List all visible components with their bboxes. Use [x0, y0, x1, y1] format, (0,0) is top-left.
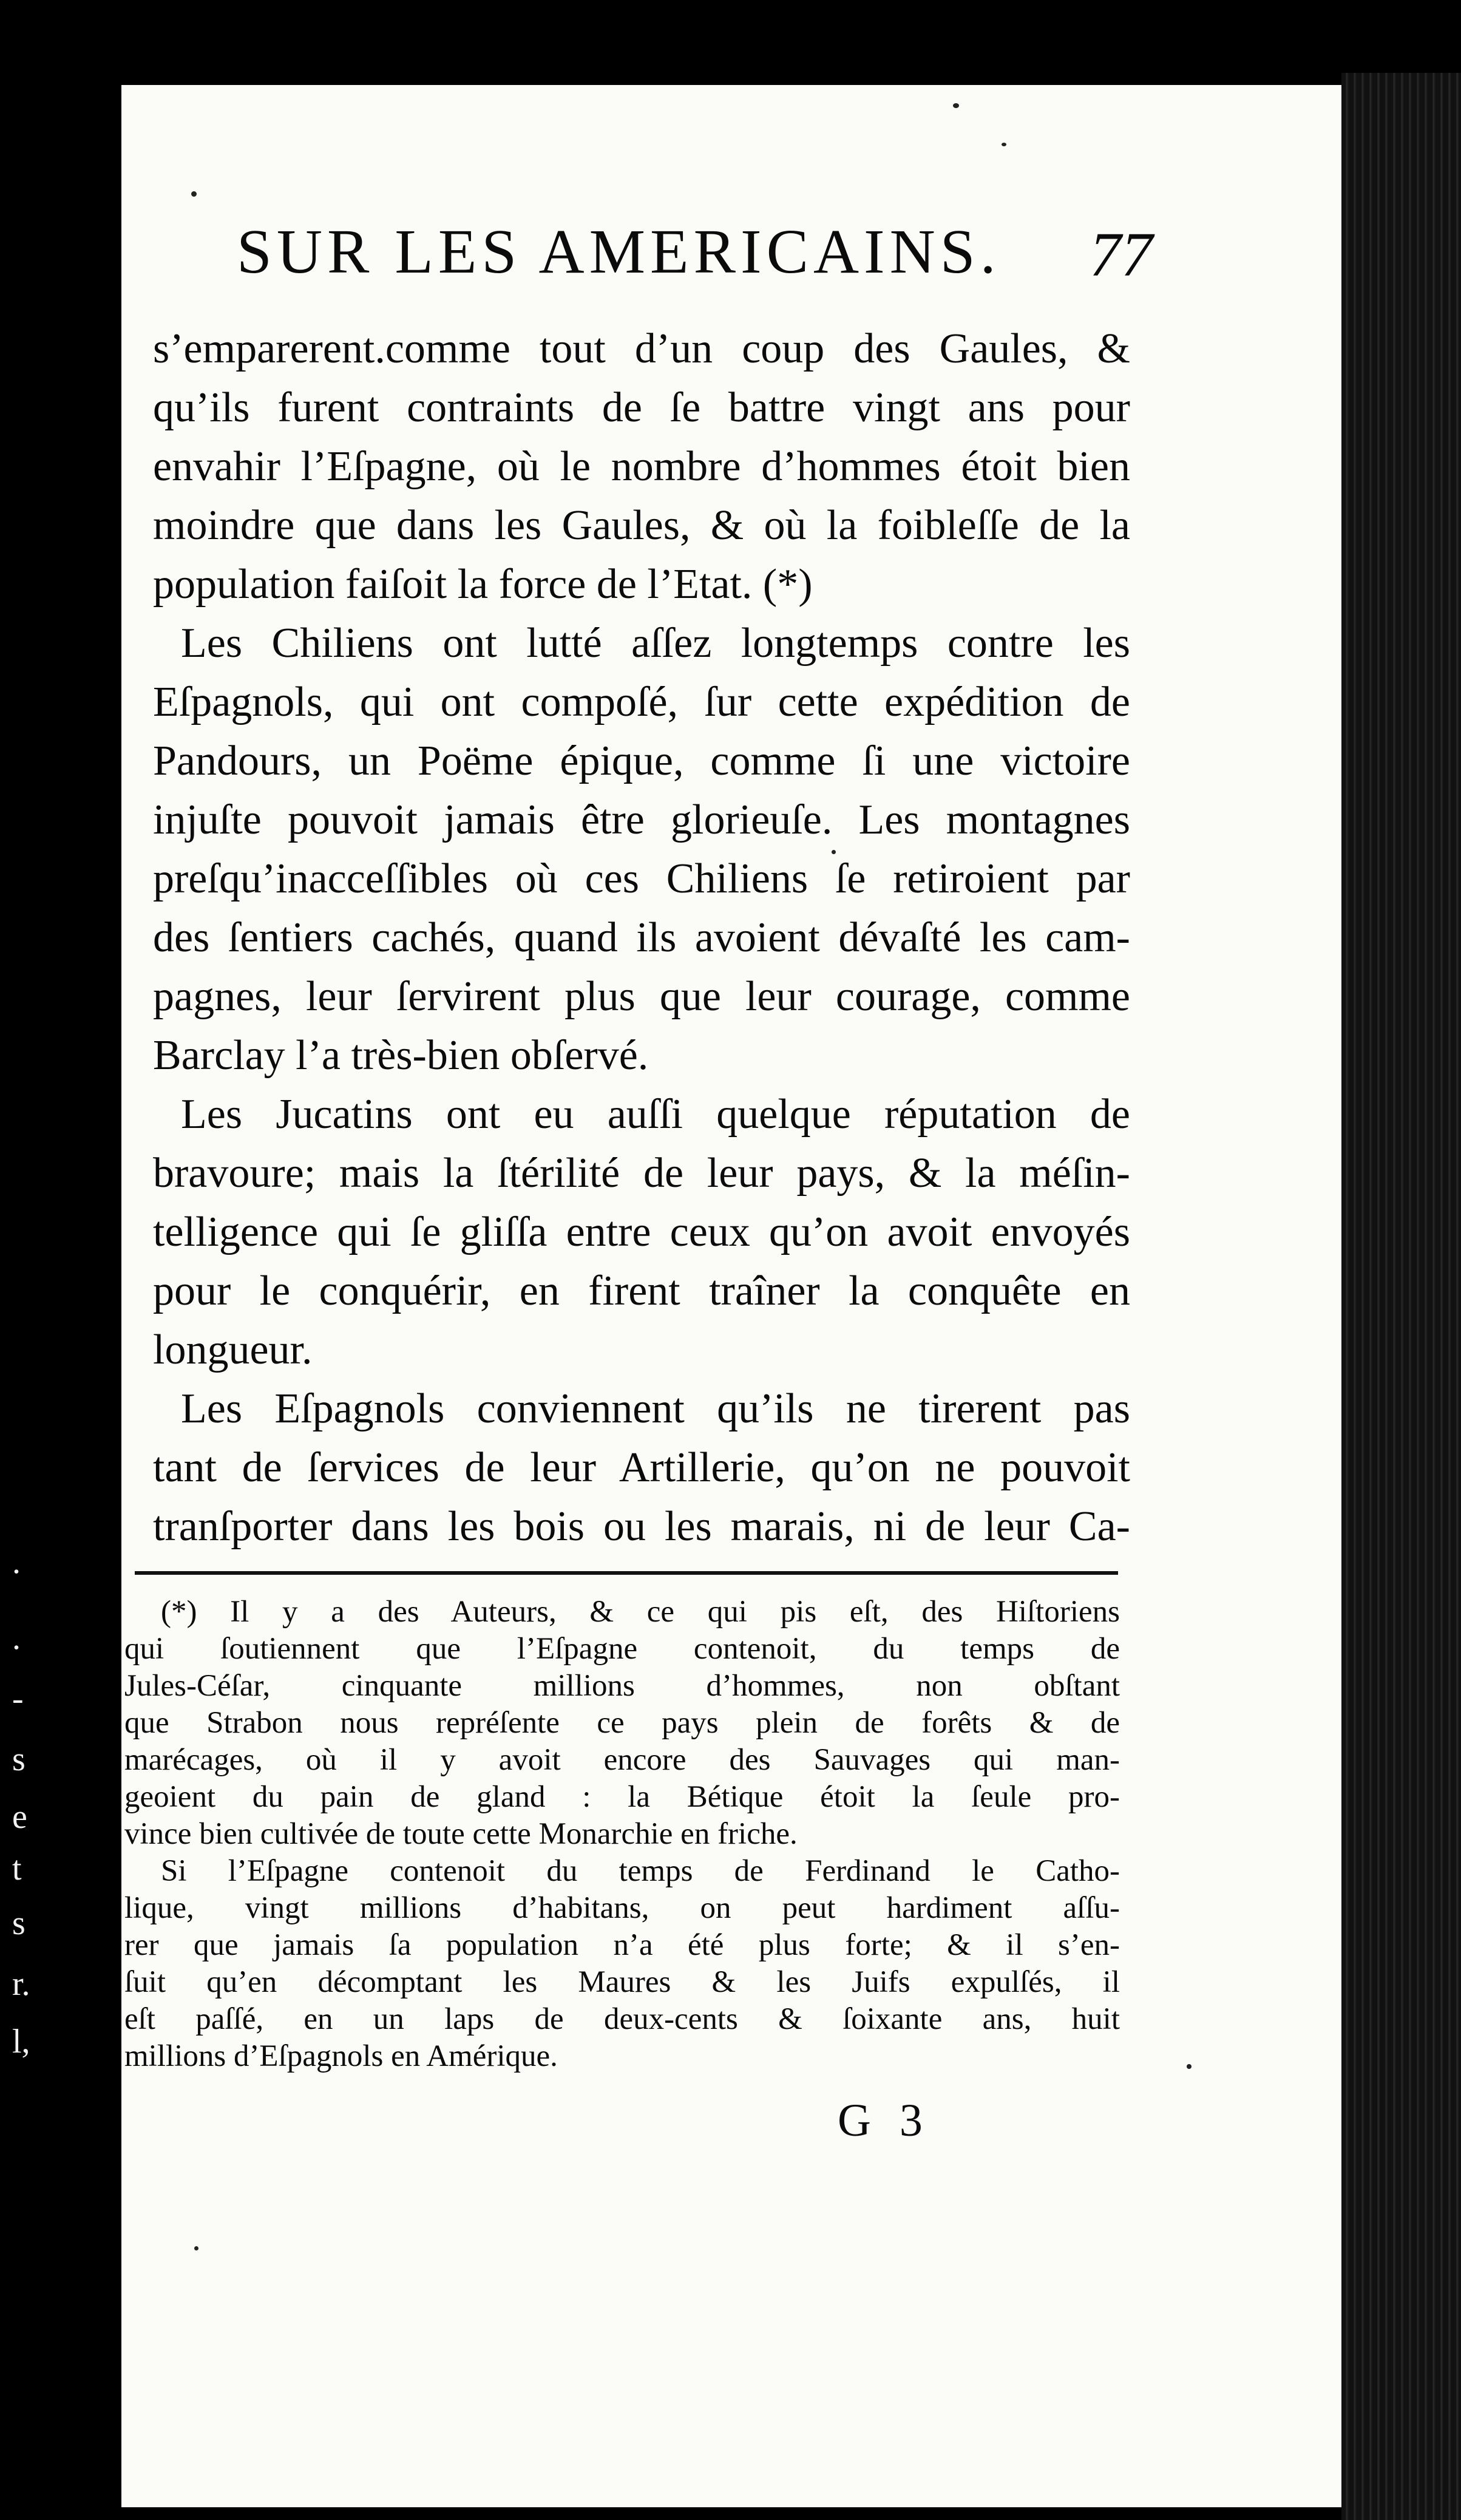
footnote-line: marécages, où il y avoit encore des Sauvages qui man- [124, 1743, 1120, 1777]
text-line: Les Eſpagnols conviennent qu’ils ne tirerent pas [181, 1385, 1130, 1432]
text-line: telligence qui ſe gliſſa entre ceux qu’on avoit envoyés [153, 1209, 1130, 1255]
footnote-line: lique, vingt millions d’habitans, on peut hardiment aſſu- [124, 1891, 1120, 1925]
signature-mark: G 3 [838, 2095, 931, 2146]
gutter-fragment: t [12, 1850, 22, 1887]
text-line: s’emparerent.comme tout d’un coup des Gaules, & [153, 325, 1130, 372]
body-text [153, 319, 1130, 1556]
text-line: pagnes, leur ſervirent plus que leur courage, comme [153, 973, 1130, 1020]
text-line: Les Jucatins ont eu auſſi quelque réputation de [181, 1091, 1130, 1138]
ink-speck [1002, 143, 1006, 146]
text-line: Pandours, un Poëme épique, comme ſi une victoire [153, 738, 1130, 784]
footnote-line: millions d’Eſpagnols en Amérique. [124, 2039, 558, 2073]
text-line: Eſpagnols, qui ont compoſé, ſur cette expédition de [153, 679, 1130, 725]
gutter-fragment: s [12, 1904, 25, 1942]
text-line: pour le conquérir, en firent traîner la conquête en [153, 1268, 1130, 1314]
footnote [124, 1594, 1120, 2075]
text-line: population faiſoit la force de l’Etat. (*) [153, 561, 813, 608]
footnote-line: Si l’Eſpagne contenoit du temps de Ferdinand le Catho- [161, 1854, 1120, 1888]
text-line: tranſporter dans les bois ou les marais, ni de leur Ca- [153, 1503, 1130, 1550]
footnote-line: eſt paſſé, en un laps de deux-cents & ſoixante ans, huit [124, 2002, 1120, 2036]
text-line: qu’ils furent contraints de ſe battre vingt ans pour [153, 384, 1130, 431]
footnote-line: que Strabon nous repréſente ce pays plein de forêts & de [124, 1706, 1120, 1740]
footnote-line: ſuit qu’en décomptant les Maures & les Juifs expulſés, il [124, 1965, 1120, 1999]
text-line: tant de ſervices de leur Artillerie, qu’on ne pouvoit [153, 1444, 1130, 1491]
ink-speck [194, 2246, 198, 2250]
page-edge-strip [1341, 73, 1461, 2520]
gutter-fragment: l, [12, 2023, 30, 2060]
text-line: Barclay l’a très-bien obſervé. [153, 1032, 649, 1079]
page-number: 77 [1090, 220, 1153, 290]
text-line: moindre que dans les Gaules, & où la foibleſſe de la [153, 502, 1130, 549]
gutter-fragment: . [12, 1543, 21, 1581]
gutter-fragment: . [12, 1619, 21, 1657]
footnote-line: Jules-Céſar, cinquante millions d’hommes, non obſtant [124, 1669, 1120, 1703]
text-line: envahir l’Eſpagne, où le nombre d’hommes étoit bien [153, 443, 1130, 490]
text-line: longueur. [153, 1326, 313, 1373]
gutter-fragment: r. [12, 1965, 30, 2003]
footnote-rule [135, 1571, 1118, 1575]
ink-speck [191, 191, 197, 197]
gutter-fragment: - [12, 1680, 24, 1717]
ink-speck [953, 103, 959, 108]
text-line: des ſentiers cachés, quand ils avoient dévaſté les cam- [153, 914, 1130, 961]
gutter-fragment: s [12, 1741, 25, 1778]
running-head: SUR LES AMERICAINS. [237, 217, 1001, 287]
text-line: preſqu’inacceſſibles où ces Chiliens ſe retiroient par [153, 855, 1130, 902]
footnote-line: (*) Il y a des Auteurs, & ce qui pis eſt, des Hiſtoriens [161, 1595, 1120, 1629]
text-line: bravoure; mais la ſtérilité de leur pays, & la méſin- [153, 1150, 1130, 1197]
footnote-line: qui ſoutiennent que l’Eſpagne contenoit, du temps de [124, 1632, 1120, 1666]
footnote-line: rer que jamais ſa population n’a été plus forte; & il s’en- [124, 1928, 1120, 1962]
ink-speck [1187, 2064, 1192, 2069]
text-line: injuſte pouvoit jamais être glorieuſe. Les montagnes [153, 796, 1130, 843]
footnote-line: geoient du pain de gland : la Bétique étoit la ſeule pro- [124, 1780, 1120, 1814]
gutter-fragment: e [12, 1798, 27, 1836]
scan-border-left [0, 0, 115, 2520]
text-line: Les Chiliens ont lutté aſſez longtemps contre les [181, 620, 1130, 667]
footnote-line: vince bien cultivée de toute cette Monarchie en friche. [124, 1817, 798, 1851]
